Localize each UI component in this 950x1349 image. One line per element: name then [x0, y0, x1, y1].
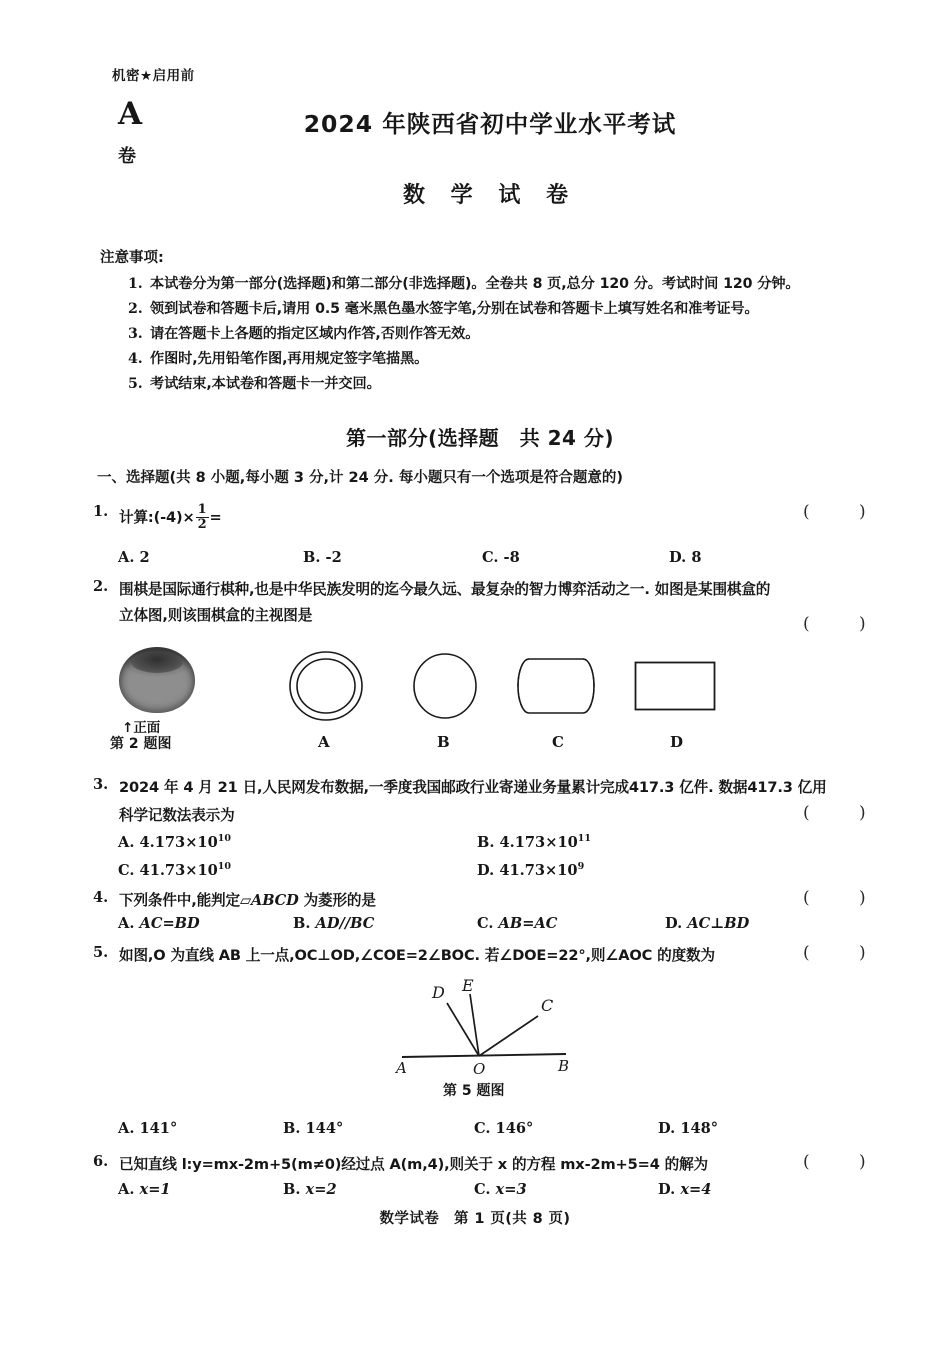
front-label: 正面 — [133, 720, 161, 736]
question-4-option-b[interactable] — [293, 915, 374, 932]
option-label: B. — [293, 915, 311, 932]
question-5-figure — [390, 978, 620, 1078]
option-text: 141° — [139, 1120, 178, 1137]
subject-title: 数 学 试 卷 — [403, 183, 577, 208]
question-1-stem — [119, 503, 222, 531]
option-label: B. — [477, 833, 495, 851]
question-1-stem-suffix: = — [209, 508, 222, 526]
option-text: -2 — [325, 549, 342, 566]
volume-word: 卷 — [118, 146, 136, 167]
option-exponent: 9 — [577, 861, 585, 872]
notice-item-text: 领到试卷和答题卡后,请用 0.5 毫米黑色墨水签字笔,分别在试卷和答题卡上填写姓名和准考证号。 — [150, 301, 759, 317]
option-exponent: 11 — [577, 833, 591, 844]
question-2-option-a-shape[interactable] — [288, 650, 364, 722]
section-instructions: 一、选择题(共 8 小题,每小题 3 分,计 24 分. 每小题只有一个选项是符合题意的) — [97, 470, 623, 486]
question-6-option-c[interactable] — [474, 1181, 527, 1198]
question-2-option-b-shape[interactable] — [412, 652, 478, 720]
option-label: A. — [118, 549, 135, 566]
go-bowl-inner-shadow — [131, 651, 183, 673]
notice-item-text: 本试卷分为第一部分(选择题)和第二部分(非选择题)。全卷共 8 页,总分 120 分。考试时间 120 分钟。 — [150, 276, 800, 292]
question-1-option-a[interactable] — [118, 549, 150, 566]
question-6-option-a[interactable] — [118, 1181, 171, 1198]
question-2-number: 2. — [93, 578, 109, 595]
option-text: x=4 — [680, 1181, 712, 1198]
option-text: 8 — [691, 549, 702, 566]
question-5-option-b[interactable] — [283, 1120, 343, 1137]
option-label: D. — [665, 915, 683, 932]
option-label: A. — [118, 1181, 135, 1198]
option-label: D. — [477, 861, 495, 879]
fraction-numerator: 1 — [197, 502, 207, 517]
notice-item-number: 4. — [128, 351, 143, 367]
notice-item-number: 5. — [128, 376, 143, 392]
question-6-option-b[interactable] — [283, 1181, 337, 1198]
question-6-stem: 已知直线 l:y=mx-2m+5(m≠0)经过点 A(m,4),则关于 x 的方程 mx-2m+5=4 的解为 — [119, 1156, 708, 1173]
option-text: AC⊥BD — [687, 915, 750, 932]
svg-text:D: D — [432, 983, 445, 1002]
option-label: B. — [303, 549, 321, 566]
option-text: 148° — [680, 1120, 719, 1137]
question-4-number: 4. — [93, 889, 109, 906]
option-label: A. — [118, 833, 135, 851]
question-2-option-label-d[interactable]: D — [670, 733, 684, 751]
question-4-answer-bracket[interactable]: ( ) — [803, 888, 888, 908]
option-text: AC=BD — [139, 915, 200, 932]
option-text: x=3 — [495, 1181, 527, 1198]
option-label: C. — [482, 549, 499, 566]
option-text: -8 — [503, 549, 520, 566]
question-5-answer-bracket[interactable]: ( ) — [803, 943, 888, 963]
svg-text:O: O — [473, 1060, 486, 1078]
question-2-stem-line1: 围棋是国际通行棋种,也是中华民族发明的迄今最久远、最复杂的智力博弈活动之一. 如图是某围棋盒的 — [119, 581, 771, 598]
question-3-stem-line2: 科学记数法表示为 — [119, 807, 235, 824]
svg-text:C: C — [541, 996, 554, 1015]
question-5-option-d[interactable] — [658, 1120, 718, 1137]
question-3-option-b[interactable] — [477, 833, 591, 851]
option-text: AD//BC — [315, 915, 375, 932]
question-5-stem: 如图,O 为直线 AB 上一点,OC⊥OD,∠COE=2∠BOC. 若∠DOE=22°,则∠AOC 的度数为 — [119, 947, 715, 964]
notice-item — [128, 347, 888, 372]
option-label: C. — [477, 915, 494, 932]
option-text: 4.173×10 — [139, 833, 218, 851]
option-exponent: 10 — [217, 833, 231, 844]
question-1-stem-prefix: 计算:(-4)× — [119, 508, 195, 526]
question-2-option-label-b[interactable]: B — [437, 733, 450, 751]
question-1-number: 1. — [93, 503, 109, 520]
question-5-number: 5. — [93, 944, 109, 961]
option-label: C. — [474, 1120, 491, 1137]
question-4-option-a[interactable] — [118, 915, 200, 932]
option-label: A. — [118, 1120, 135, 1137]
option-exponent: 10 — [217, 861, 232, 872]
notice-item-number: 1. — [128, 276, 143, 292]
notice-list — [128, 272, 888, 397]
question-2-option-label-a[interactable]: A — [318, 733, 330, 751]
notice-item-number: 3. — [128, 326, 143, 342]
question-2-stem-line2: 立体图,则该围棋盒的主视图是 — [119, 607, 313, 624]
option-text: x=1 — [139, 1181, 171, 1198]
fraction-denominator: 2 — [197, 516, 207, 532]
notice-item-text: 考试结束,本试卷和答题卡一并交回。 — [150, 376, 381, 392]
option-label: A. — [118, 915, 135, 932]
svg-text:E: E — [462, 978, 474, 995]
question-6-number: 6. — [93, 1153, 109, 1170]
question-3-stem-line1: 2024 年 4 月 21 日,人民网发布数据,一季度我国邮政行业寄递业务量累计完成417.3 亿件. 数据417.3 亿用 — [119, 779, 827, 796]
notice-item — [128, 372, 888, 397]
notice-item — [128, 272, 888, 297]
option-label: C. — [118, 861, 135, 879]
option-label: D. — [658, 1181, 676, 1198]
question-3-number: 3. — [93, 776, 109, 793]
option-label: D. — [669, 549, 687, 566]
option-label: B. — [283, 1120, 301, 1137]
question-4-option-c[interactable] — [477, 915, 557, 932]
option-label: B. — [283, 1181, 301, 1198]
question-6-answer-bracket[interactable]: ( ) — [803, 1152, 888, 1172]
svg-text:B: B — [558, 1057, 570, 1075]
question-1-option-d[interactable] — [669, 549, 701, 566]
notice-title: 注意事项: — [100, 250, 164, 266]
option-text: x=2 — [305, 1181, 337, 1198]
option-label: D. — [658, 1120, 676, 1137]
secret-notice: 机密★启用前 — [112, 68, 195, 84]
notice-item — [128, 297, 888, 322]
page-title: 2024 年陕西省初中学业水平考试 — [303, 110, 677, 138]
option-text: 144° — [305, 1120, 344, 1137]
volume-letter: A — [118, 96, 143, 132]
question-2-option-c-shape[interactable] — [517, 657, 595, 715]
question-1-option-b[interactable] — [303, 549, 342, 566]
question-2-figure-caption: 第 2 题图 — [110, 736, 172, 752]
up-arrow-icon: ↑ — [122, 720, 134, 736]
question-4-stem-prefix: 下列条件中,能判定▱ — [119, 892, 252, 909]
question-1-option-c[interactable] — [482, 549, 520, 566]
question-2-option-label-c[interactable]: C — [552, 733, 564, 751]
option-text: AB=AC — [498, 915, 558, 932]
option-label: C. — [474, 1181, 491, 1198]
question-4-option-d[interactable] — [665, 915, 749, 932]
question-5-option-c[interactable] — [474, 1120, 533, 1137]
notice-item — [128, 322, 888, 347]
question-3-option-a[interactable] — [118, 833, 231, 851]
notice-item-number: 2. — [128, 301, 143, 317]
page-footer: 数学试卷 第 1 页(共 8 页) — [379, 1211, 571, 1227]
option-text: 2 — [139, 549, 150, 566]
question-4-quad-label: ABCD — [251, 892, 299, 909]
part-one-heading: 第一部分(选择题 共 24 分) — [345, 426, 615, 450]
question-5-option-a[interactable] — [118, 1120, 177, 1137]
question-4-stem — [119, 889, 376, 910]
notice-item-text: 作图时,先用铅笔作图,再用规定签字笔描黑。 — [150, 351, 429, 367]
question-3-option-d[interactable] — [477, 861, 584, 879]
option-text: 146° — [495, 1120, 534, 1137]
question-2-option-d-shape[interactable] — [634, 661, 716, 711]
question-5-figure-caption: 第 5 题图 — [443, 1083, 505, 1099]
question-3-option-c[interactable] — [118, 861, 231, 879]
fraction-one-half — [196, 503, 209, 531]
option-text: 41.73×10 — [139, 861, 218, 879]
option-text: 41.73×10 — [499, 861, 578, 879]
question-1-answer-bracket[interactable]: ( ) — [803, 502, 888, 522]
question-3-answer-bracket[interactable]: ( ) — [803, 803, 888, 823]
notice-item-text: 请在答题卡上各题的指定区域内作答,否则作答无效。 — [150, 326, 480, 342]
question-6-option-d[interactable] — [658, 1181, 711, 1198]
option-text: 4.173×10 — [499, 833, 578, 851]
question-2-answer-bracket[interactable]: ( ) — [803, 614, 888, 634]
svg-text:A: A — [396, 1059, 407, 1077]
question-4-stem-suffix: 为菱形的是 — [298, 892, 376, 909]
